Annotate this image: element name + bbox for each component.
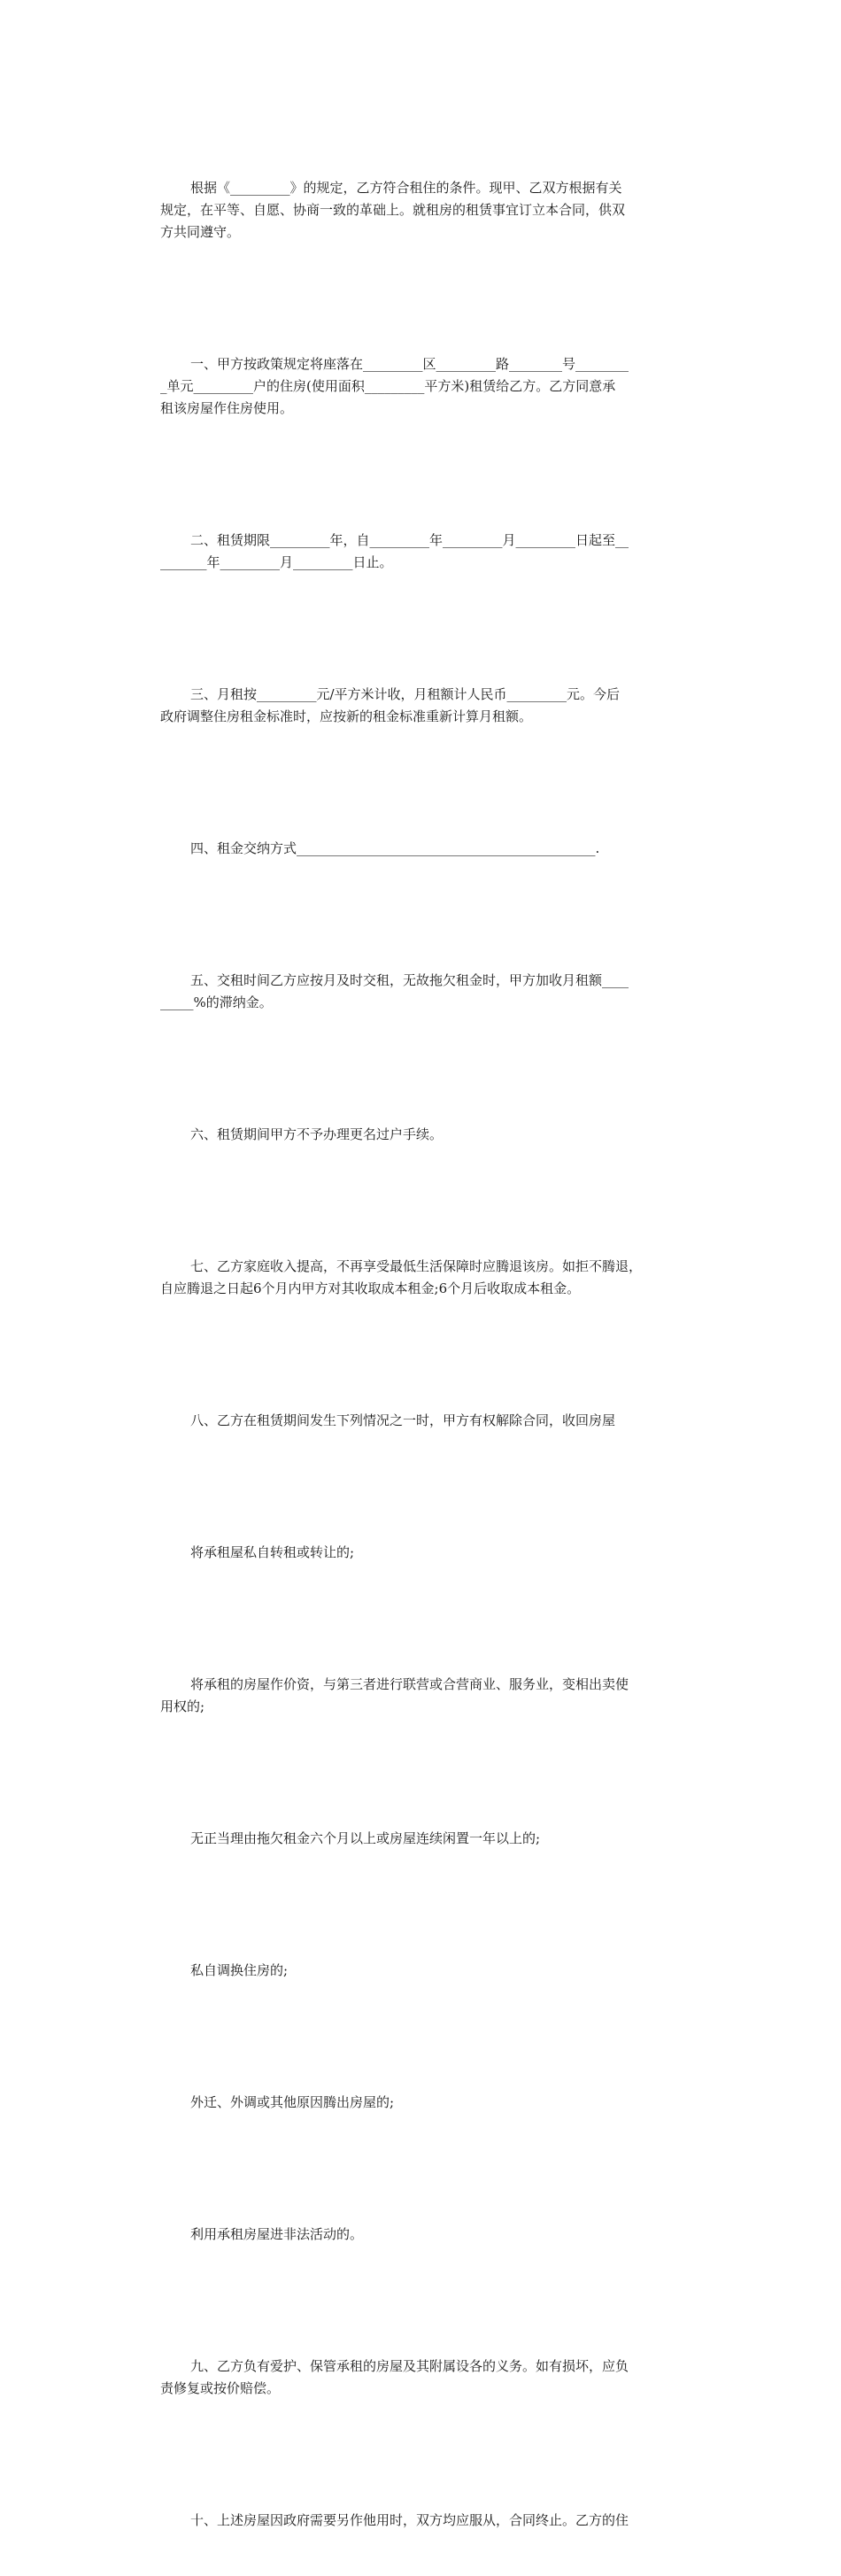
text-line: 无正当理由拖欠租金六个月以上或房屋连续闲置一年以上的; — [190, 1830, 541, 1846]
text-line: 四、租金交纳方式_____________________________________________. — [190, 840, 600, 856]
text-line: 方共同遵守。 — [160, 224, 241, 240]
text-line: 二、租赁期限_________年，自_________年_________月_________日起至__ — [190, 532, 629, 548]
clause-1 — [160, 309, 683, 464]
contract-page — [160, 133, 683, 2576]
clause-8-item-2 — [160, 1629, 683, 1762]
clause-8-item-5 — [160, 2047, 683, 2158]
text-line: 规定，在平等、自愿、协商一致的革础上。就租房的租赁事宜订立本合同，供双 — [160, 202, 626, 218]
text-line: 三、月租按_________元/平方米计收，月租额计人民币_________元。今后 — [190, 686, 621, 702]
text-line: 外迁、外调或其他原因腾出房屋的; — [190, 2094, 395, 2110]
text-line: 六、租赁期间甲方不予办理更名过户手续。 — [190, 1126, 444, 1142]
text-line: 用权的; — [160, 1698, 205, 1714]
text-line: 租该房屋作住房使用。 — [160, 400, 294, 416]
text-line: 责修复或按价赔偿。 — [160, 2380, 281, 2396]
text-line: _______年_________月_________日止。 — [160, 554, 393, 570]
text-line: 私自调换住房的; — [190, 1962, 289, 1978]
text-line: _单元_________户的住房(使用面积_________平方米)租赁给乙方。乙方同意承 — [160, 378, 616, 394]
text-line: 政府调整住房租金标准时，应按新的租金标准重新计算月租额。 — [160, 708, 533, 724]
text-line: 五、交租时间乙方应按月及时交租，无故拖欠租金时，甲方加收月租额____ — [190, 972, 629, 988]
clause-6 — [160, 1079, 683, 1190]
text-line: 将承租屋私自转租或转让的; — [190, 1544, 355, 1560]
text-line: 十、上述房屋因政府需要另作他用时，双方均应服从，合同终止。乙方的住 — [190, 2512, 629, 2528]
text-line: 将承租的房屋作价资，与第三者进行联营或合营商业、服务业，变相出卖使 — [190, 1676, 629, 1692]
clause-9 — [160, 2311, 683, 2444]
clause-3 — [160, 639, 683, 772]
clause-8-item-1 — [160, 1497, 683, 1608]
text-line: 七、乙方家庭收入提高，不再享受最低生活保障时应腾退该房。如拒不腾退， — [190, 1258, 643, 1274]
text-line: 八、乙方在租赁期间发生下列情况之一时，甲方有权解除合同，收回房屋 — [190, 1412, 616, 1428]
clause-5 — [160, 925, 683, 1058]
text-line: 九、乙方负有爱护、保管承租的房屋及其附属设各的义务。如有损坏，应负 — [190, 2358, 629, 2374]
text-line: _____%的滞纳金。 — [160, 994, 273, 1010]
clause-8-item-4 — [160, 1915, 683, 2026]
clause-8-item-3 — [160, 1783, 683, 1894]
clause-7 — [160, 1211, 683, 1344]
text-line: 一、甲方按政策规定将座落在_________区_________路________号________ — [190, 356, 629, 372]
text-line: 根据《_________》的规定，乙方符合租住的条件。现甲、乙双方根据有关 — [190, 180, 622, 196]
paragraph-preamble — [160, 133, 683, 288]
text-line: 利用承租房屋进非法活动的。 — [190, 2226, 364, 2242]
clause-8-item-6 — [160, 2179, 683, 2290]
clause-8 — [160, 1365, 683, 1476]
clause-2 — [160, 485, 683, 618]
clause-4 — [160, 793, 683, 904]
clause-10 — [160, 2465, 683, 2576]
text-line: 自应腾退之日起6个月内甲方对其收取成本租金;6个月后收取成本租金。 — [160, 1280, 581, 1296]
